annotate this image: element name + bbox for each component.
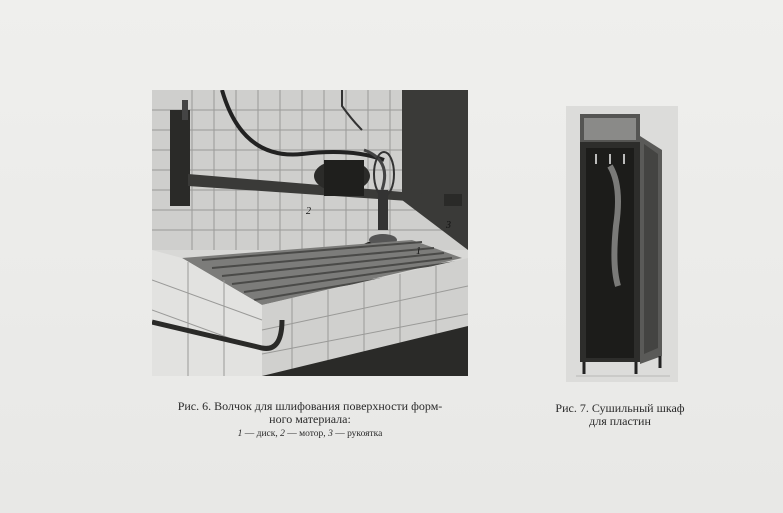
drying-cabinet-illustration [566, 106, 678, 382]
legend-text-1: — диск, [242, 429, 281, 439]
figure-6-caption-line1: Рис. 6. Волчок для шлифования поверхности форм- [177, 399, 443, 413]
figure-6-caption [140, 400, 480, 440]
legend-number-1: 1 [237, 429, 243, 439]
figure-7-caption-line2: для пластин [589, 414, 651, 428]
grinding-machine-illustration [152, 90, 468, 376]
legend-text-2: — мотор, [284, 429, 329, 439]
legend-number-3: 3 [328, 429, 333, 439]
legend-text-3: — рукоятка [332, 429, 383, 439]
marker-3: 3 [446, 220, 451, 231]
figure-6-legend [140, 428, 480, 440]
figure-6-photo [152, 90, 468, 376]
marker-1: 1 [416, 246, 421, 257]
figure-6-caption-line2: ного материала: [269, 412, 351, 426]
legend-number-2: 2 [280, 429, 285, 439]
figure-7-photo [566, 106, 678, 382]
figure-7-caption-line1: Рис. 7. Сушильный шкаф [555, 401, 685, 415]
figure-7-caption [530, 402, 710, 428]
marker-2: 2 [306, 206, 311, 217]
